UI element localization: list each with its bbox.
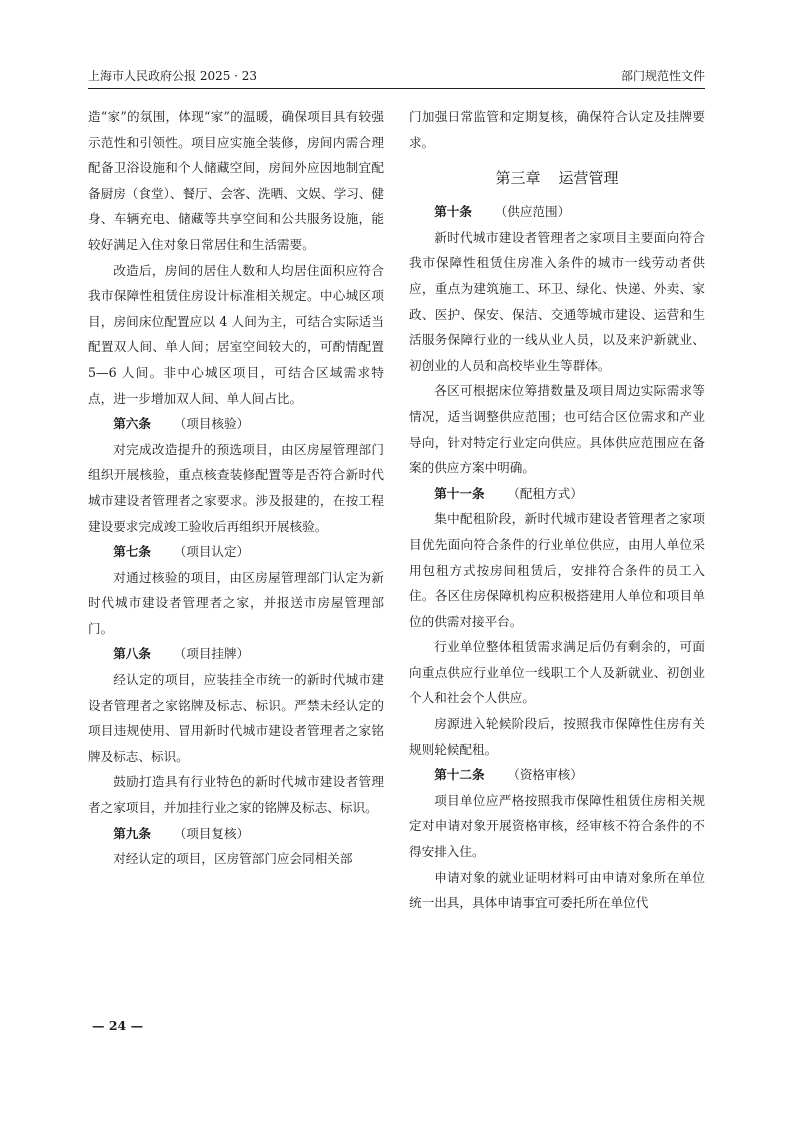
paragraph: 对通过核验的项目，由区房屋管理部门认定为新时代城市建设者管理者之家，并报送市房屋管理部门。 <box>88 569 384 636</box>
article-heading-11 <box>409 481 705 507</box>
article-number: 第六条 <box>113 416 151 432</box>
paragraph: 改造后，房间的居住人数和人均居住面积应符合我市保障性租赁住房设计标准相关规定。中心城区项目，房间床位配置应以 4 人间为主，可结合实际适当配置双人间、单人间；居室空间较大的，可酌情配置 5—6 人间。非中心城区项目，可结合区域需求特点，进一步增加双人间、单人间占比。 <box>88 262 384 406</box>
paragraph: 对完成改造提升的预选项目，由区房屋管理部门组织开展核验，重点核查装修配置等是否符合新时代城市建设者管理者之家要求。涉及报建的，在按工程建设要求完成竣工验收后再组织开展核验。 <box>88 441 384 534</box>
article-topic: （项目核验） <box>173 416 250 432</box>
paragraph: 门加强日常监管和定期复核，确保符合认定及挂牌要求。 <box>409 109 705 150</box>
article-number: 第七条 <box>113 544 151 560</box>
header-rule <box>88 88 705 89</box>
chapter-name: 运营管理 <box>558 169 619 188</box>
article-topic: （资格审核） <box>507 767 583 783</box>
article-topic: （配租方式） <box>507 485 583 501</box>
article-number: 第十一条 <box>434 485 485 501</box>
paragraph: 项目单位应严格按照我市保障性租赁住房相关规定对申请对象开展资格审核，经审核不符合条件的不得安排入住。 <box>409 792 705 860</box>
section-label: 部门规范性文件 <box>620 68 705 83</box>
publication-title: 上海市人民政府公报 2025 · 23 <box>88 68 258 83</box>
article-number: 第八条 <box>113 646 151 662</box>
article-topic: （项目复核） <box>173 825 250 841</box>
article-topic: （供应范围） <box>494 204 571 220</box>
article-topic: （项目挂牌） <box>173 646 250 662</box>
paragraph: 各区可根据床位筹措数量及项目周边实际需求等情况，适当调整供应范围；也可结合区位需求和产业导向，针对特定行业定向供应。具体供应范围应在备案的供应方案中明确。 <box>409 383 705 476</box>
article-topic: （项目认定） <box>173 544 250 560</box>
article-heading-8 <box>88 641 384 667</box>
paragraph: 新时代城市建设者管理者之家项目主要面向符合我市保障性租赁住房准入条件的城市一线劳动者供应，重点为建筑施工、环卫、绿化、快递、外卖、家政、医护、保安、保洁、交通等城市建设、运营和生活服务保障行业的一线从业人员，以及来沪新就业、初创业的人员和高校毕业生等群体。 <box>409 229 705 373</box>
paragraph: 申请对象的就业证明材料可由申请对象所在单位统一出具，具体申请事宜可委托所在单位代 <box>409 869 705 911</box>
chapter-heading <box>409 165 705 191</box>
left-column <box>88 104 384 872</box>
page-number: — 24 — <box>92 1018 144 1033</box>
paragraph: 造“家”的氛围，体现“家”的温暖，确保项目具有较强示范性和引领性。项目应实施全装修，房间内需合理配备卫浴设施和个人储藏空间，房间外应因地制宜配备厨房（食堂）、餐厅、会客、洗晒、文娱、学习、健身、车辆充电、储藏等共享空间和公共服务设施，能较好满足入住对象日常居住和生活需要。 <box>88 109 384 252</box>
article-number: 第十二条 <box>434 767 485 783</box>
right-column <box>409 104 705 916</box>
article-number: 第九条 <box>113 825 151 841</box>
paragraph: 房源进入轮候阶段后，按照我市保障性住房有关规则轮候配租。 <box>409 716 705 757</box>
article-heading-6 <box>88 411 384 437</box>
article-number: 第十条 <box>434 204 472 220</box>
chapter-number: 第三章 <box>495 169 541 188</box>
paragraph: 对经认定的项目，区房管部门应会同相关部 <box>113 851 353 867</box>
article-heading-12 <box>409 762 705 788</box>
paragraph: 行业单位整体租赁需求满足后仍有剩余的，可面向重点供应行业单位一线职工个人及新就业、初创业个人和社会个人供应。 <box>409 639 705 706</box>
paragraph: 集中配租阶段，新时代城市建设者管理者之家项目优先面向符合条件的行业单位供应，由用人单位采用包租方式按房间租赁后，安排符合条件的员工入住。各区住房保障机构应积极搭建用人单位和项目单位的供需对接平台。 <box>409 511 705 629</box>
paragraph: 鼓励打造具有行业特色的新时代城市建设者管理者之家项目，并加挂行业之家的铭牌及标志、标识。 <box>88 774 384 816</box>
article-heading-10 <box>409 199 705 225</box>
page-header <box>88 64 705 86</box>
paragraph: 经认定的项目，应装挂全市统一的新时代城市建设者管理者之家铭牌及标志、标识。严禁未经认定的项目违规使用、冒用新时代城市建设者管理者之家铭牌及标志、标识。 <box>88 672 384 764</box>
article-heading-7 <box>88 539 384 565</box>
article-heading-9 <box>88 821 384 847</box>
